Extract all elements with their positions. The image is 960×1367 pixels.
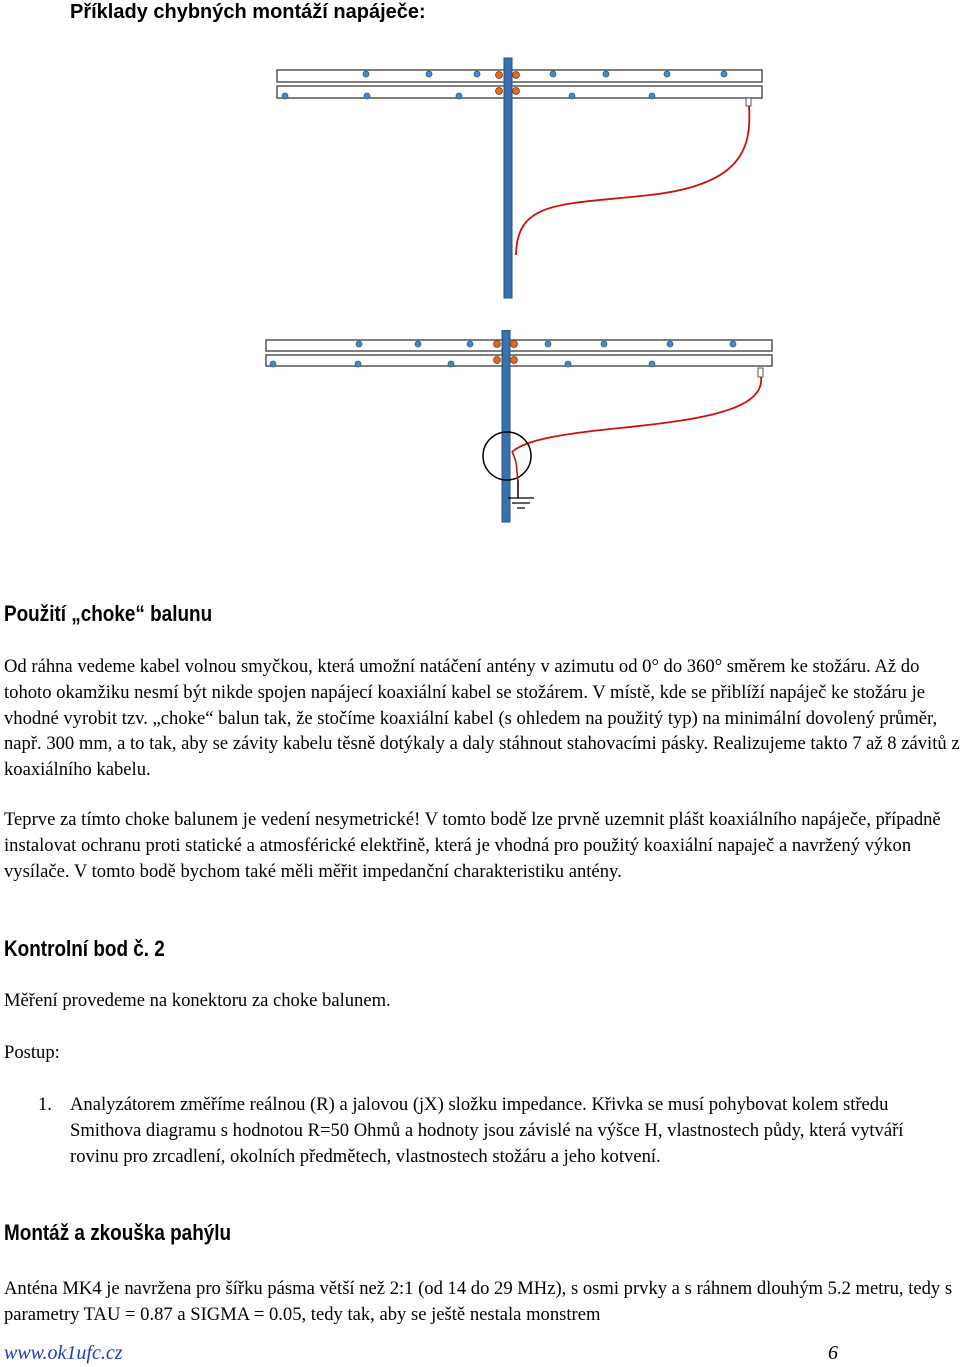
choke-paragraph-2-text: Teprve za tímto choke balunem je vedení nesymetrické! V tomto bodě lze prvně uzemnit plášt koaxiálního napáječe, případně instalovat ochranu proti statické a atmosférické elektřině, která je vhodná pro použitý koaxiální napaječ a navržený výkon vysílače. V tomto bodě bychom také měli měřit impedanční charakteristiku antény. (4, 809, 941, 882)
list-item-number: 1. (38, 1094, 52, 1115)
boom-lower-2 (266, 355, 772, 366)
choke-paragraph-1 (4, 654, 960, 783)
connector-2 (758, 368, 763, 377)
mast-2 (502, 330, 510, 522)
checkpoint-paragraph-1: Měření provedeme na konektoru za choke balunem. (4, 990, 391, 1011)
wrong-mount-diagram-1 (0, 0, 960, 300)
postup-label: Postup: (4, 1042, 60, 1063)
choke-paragraph-2 (4, 807, 960, 884)
ground-symbol (508, 480, 534, 508)
boom-upper-2 (266, 340, 772, 351)
cable-in-loop (512, 452, 518, 498)
list-item-text: Analyzátorem změříme reálnou (R) a jalovou (jX) složku impedance. Křivka se musí pohybovat kolem středu Smithova diagramu s hodnotou R=50 Ohmů a hodnoty jsou závislé na výšce H, vlastnostech půdy, která vytváří rovinu pro zrcadlení, okolních předmětech, vlastnostech stožáru a jeho kotvení. (70, 1094, 904, 1167)
mount-section-title: Montáž a zkouška pahýlu (4, 1220, 232, 1245)
coax-cable-1 (516, 106, 749, 255)
mount-paragraph-1: Anténa MK4 je navržena pro šířku pásma větší než 2:1 (od 14 do 29 MHz), s osmi prvky a s ráhnem dlouhým 5.2 metru, tedy s parametry TAU = 0.87 a SIGMA = 0.05, tedy tak, aby se ještě nestala monstrem (4, 1278, 953, 1325)
checkpoint-section-title: Kontrolní bod č. 2 (4, 936, 165, 961)
connector-1 (746, 98, 751, 106)
mast-1 (504, 58, 512, 298)
footer-page-number: 6 (828, 1342, 838, 1364)
footer-website-link[interactable]: www.ok1ufc.cz (4, 1342, 123, 1364)
wrong-mount-diagram-2 (0, 330, 960, 550)
choke-paragraph-1-text: Od ráhna vedeme kabel volnou smyčkou, která umožní natáčení antény v azimutu od 0° do 360° směrem ke stožáru. Až do tohoto okamžiku nesmí být nikde spojen napájecí koaxiální kabel se stožárem. V místě, kde se přiblíží napáječ ke stožáru je vhodné vyrobit tzv. „choke“ balun tak, že stočíme koaxiální kabel (s ohledem na použitý typ) na minimální dovolený průměr, např. 300 mm, a to tak, aby se závity kabelu těsně dotýkaly a daly stáhnout stahovacími pásky. Realizujeme takto 7 až 8 závitů z koaxiálního kabelu. (4, 656, 960, 781)
choke-section-title: Použití „choke“ balunu (4, 601, 213, 626)
examples-heading: Příklady chybných montáží napáječe: (70, 1, 426, 23)
coax-cable-2 (512, 377, 761, 452)
